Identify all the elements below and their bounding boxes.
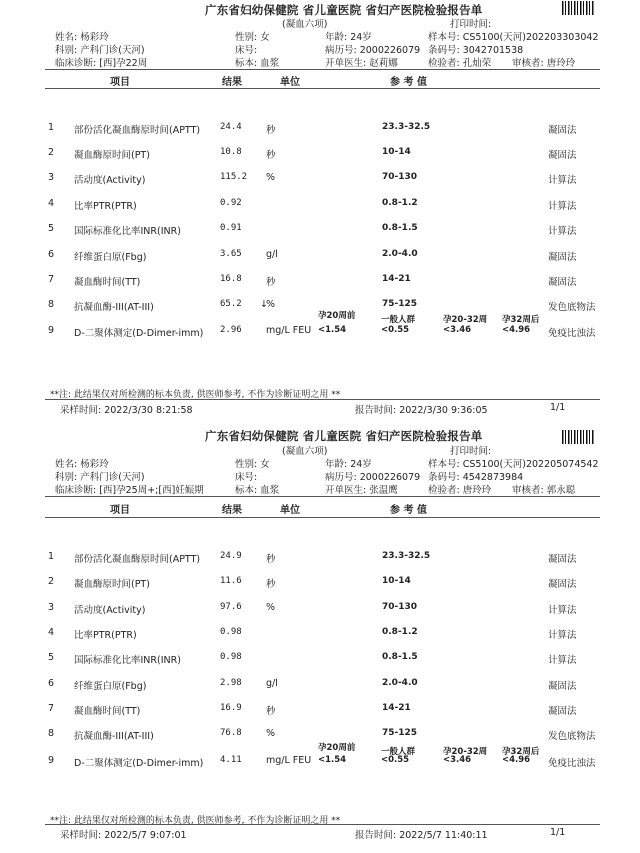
test-result: 2.96 bbox=[220, 325, 242, 335]
reference-range: 2.0-4.0 bbox=[382, 678, 418, 688]
report-subtitle: (凝血六项) bbox=[282, 19, 328, 30]
ddimer-value-pre20: <1.54 bbox=[318, 325, 347, 335]
barcode-icon bbox=[562, 1, 594, 15]
test-item: 凝血酶原时间(PT) bbox=[74, 579, 150, 590]
row-number: 5 bbox=[48, 652, 55, 663]
test-unit: % bbox=[266, 299, 276, 310]
test-method: 计算法 bbox=[548, 630, 577, 641]
row-number: 7 bbox=[48, 274, 55, 285]
test-unit: 秒 bbox=[266, 125, 276, 136]
test-unit: mg/L FEU bbox=[266, 755, 312, 766]
ddimer-value-general: <0.55 bbox=[381, 325, 410, 335]
test-result: 0.98 bbox=[220, 652, 242, 662]
ddimer-value-general: <0.55 bbox=[381, 755, 410, 765]
test-item: 活动度(Activity) bbox=[74, 175, 146, 186]
row-number: 2 bbox=[48, 147, 55, 158]
test-method: 凝固法 bbox=[548, 579, 577, 590]
ddimer-header-pre20: 孕20周前 bbox=[318, 743, 356, 753]
reference-range: 14-21 bbox=[382, 274, 411, 284]
test-item: 国际标准化比率INR(INR) bbox=[74, 226, 181, 237]
test-result: 16.8 bbox=[220, 274, 242, 284]
ddimer-header-post32: 孕32周后 bbox=[502, 747, 540, 757]
test-result: 76.8 bbox=[220, 728, 242, 738]
test-item: 凝血酶时间(TT) bbox=[74, 706, 141, 717]
column-header-item: 项目 bbox=[110, 77, 130, 88]
row-number: 3 bbox=[48, 172, 55, 183]
report-subtitle: (凝血六项) bbox=[282, 446, 328, 457]
ddimer-header-pre20: 孕20周前 bbox=[318, 311, 356, 321]
test-item: 部份活化凝血酶原时间(APTT) bbox=[74, 554, 201, 565]
test-item: 纤维蛋白原(Fbg) bbox=[74, 681, 147, 692]
row-number: 3 bbox=[48, 602, 55, 613]
row-number: 8 bbox=[48, 728, 55, 739]
row-number: 7 bbox=[48, 703, 55, 714]
row-number: 4 bbox=[48, 198, 55, 209]
print-time-label: 打印时间: bbox=[450, 19, 492, 30]
report-title: 广东省妇幼保健院 省儿童医院 省妇产医院检验报告单 bbox=[205, 429, 483, 443]
sample-time: 采样时间: 2022/5/7 9:07:01 bbox=[60, 830, 187, 841]
test-result: 0.92 bbox=[220, 198, 242, 208]
test-item: 比率PTR(PTR) bbox=[74, 201, 137, 212]
sample-number: 样本号: CS5100(天河)202205074542 bbox=[428, 459, 599, 470]
test-method: 计算法 bbox=[548, 201, 577, 212]
ddimer-value-pre20: <1.54 bbox=[318, 755, 347, 765]
test-result: 0.98 bbox=[220, 627, 242, 637]
test-method: 计算法 bbox=[548, 175, 577, 186]
report-time: 报告时间: 2022/3/30 9:36:05 bbox=[355, 405, 488, 416]
tester: 检验者: 孔灿荣 bbox=[428, 58, 492, 69]
test-item: 凝血酶时间(TT) bbox=[74, 277, 141, 288]
test-item: D-二聚体测定(D-Dimer-imm) bbox=[74, 328, 204, 339]
test-method: 计算法 bbox=[548, 226, 577, 237]
department: 科别: 产科门诊(天河) bbox=[55, 45, 145, 56]
header-divider bbox=[45, 69, 600, 70]
row-number: 9 bbox=[48, 755, 55, 766]
test-method: 凝固法 bbox=[548, 125, 577, 136]
test-result: 4.11 bbox=[220, 755, 242, 765]
reference-range: 2.0-4.0 bbox=[382, 249, 418, 259]
test-method: 凝固法 bbox=[548, 277, 577, 288]
test-method: 发色底物法 bbox=[548, 302, 596, 313]
test-item: 国际标准化比率INR(INR) bbox=[74, 655, 181, 666]
column-header-result: 结果 bbox=[222, 77, 242, 88]
test-result: 24.9 bbox=[220, 551, 242, 561]
barcode-number: 条码号: 4542873984 bbox=[428, 472, 524, 483]
clinical-diagnosis: 临床诊断: [西]孕25周+;[西]妊娠期 bbox=[55, 485, 204, 496]
row-number: 8 bbox=[48, 299, 55, 310]
test-unit: % bbox=[266, 728, 276, 739]
test-method: 计算法 bbox=[548, 655, 577, 666]
row-number: 1 bbox=[48, 551, 55, 562]
test-result: 2.98 bbox=[220, 678, 242, 688]
test-item: 纤维蛋白原(Fbg) bbox=[74, 252, 147, 263]
reviewer: 审核者: 唐玲玲 bbox=[512, 58, 576, 69]
reference-range: 70-130 bbox=[382, 172, 418, 182]
test-method: 凝固法 bbox=[548, 252, 577, 263]
test-method: 免疫比浊法 bbox=[548, 328, 596, 339]
disclaimer-note: **注: 此结果仅对所检测的标本负责, 供医师参考, 不作为诊断证明之用 ** bbox=[50, 816, 341, 826]
test-method: 凝固法 bbox=[548, 150, 577, 161]
ddimer-header-20-32: 孕20-32周 bbox=[443, 747, 488, 757]
test-result: 0.91 bbox=[220, 223, 242, 233]
reference-range: 10-14 bbox=[382, 576, 411, 586]
ddimer-value-post32: <4.96 bbox=[502, 325, 531, 335]
test-method: 免疫比浊法 bbox=[548, 758, 596, 769]
test-method: 凝固法 bbox=[548, 554, 577, 565]
ordering-doctor: 开单医生: 张温鹰 bbox=[325, 485, 398, 496]
barcode-number: 条码号: 3042701538 bbox=[428, 45, 524, 56]
test-item: 抗凝血酶-III(AT-III) bbox=[74, 731, 154, 742]
test-item: D-二聚体测定(D-Dimer-imm) bbox=[74, 758, 204, 769]
test-result: 115.2 bbox=[220, 172, 248, 182]
reference-range: 0.8-1.5 bbox=[382, 652, 418, 662]
ddimer-header-general: 一般人群 bbox=[381, 315, 416, 325]
reference-range: 0.8-1.2 bbox=[382, 627, 418, 637]
test-unit: g/l bbox=[266, 249, 278, 260]
reference-range: 0.8-1.5 bbox=[382, 223, 418, 233]
column-divider bbox=[45, 88, 600, 89]
reference-range: 14-21 bbox=[382, 703, 411, 713]
ddimer-header-general: 一般人群 bbox=[381, 747, 416, 757]
patient-gender: 性别: 女 bbox=[235, 32, 270, 43]
footer-divider bbox=[45, 824, 600, 825]
test-method: 凝固法 bbox=[548, 706, 577, 717]
page-number: 1/1 bbox=[550, 402, 566, 413]
test-unit: 秒 bbox=[266, 579, 276, 590]
test-unit: % bbox=[266, 172, 276, 183]
reference-range: 70-130 bbox=[382, 602, 418, 612]
specimen-type: 标本: 血浆 bbox=[235, 485, 280, 496]
column-header-unit: 单位 bbox=[280, 77, 300, 88]
barcode-icon bbox=[562, 430, 594, 444]
patient-age: 年龄: 24岁 bbox=[325, 32, 372, 43]
ordering-doctor: 开单医生: 赵莉娜 bbox=[325, 58, 398, 69]
row-number: 6 bbox=[48, 249, 55, 260]
print-time-label: 打印时间: bbox=[450, 446, 492, 457]
reference-range: 75-125 bbox=[382, 728, 418, 738]
row-number: 4 bbox=[48, 627, 55, 638]
test-method: 计算法 bbox=[548, 605, 577, 616]
ddimer-value-20-32: <3.46 bbox=[443, 755, 472, 765]
ddimer-value-post32: <4.96 bbox=[502, 755, 531, 765]
specimen-type: 标本: 血浆 bbox=[235, 58, 280, 69]
result-flag-low: ↓ bbox=[260, 299, 268, 310]
row-number: 1 bbox=[48, 122, 55, 133]
test-result: 65.2 bbox=[220, 299, 242, 309]
test-item: 比率PTR(PTR) bbox=[74, 630, 137, 641]
row-number: 5 bbox=[48, 223, 55, 234]
test-unit: 秒 bbox=[266, 277, 276, 288]
bed-number: 床号: bbox=[235, 472, 258, 483]
patient-name: 姓名: 杨彩玲 bbox=[55, 459, 109, 470]
test-result: 11.6 bbox=[220, 576, 242, 586]
bed-number: 床号: bbox=[235, 45, 258, 56]
column-header-item: 项目 bbox=[110, 505, 130, 516]
ddimer-value-20-32: <3.46 bbox=[443, 325, 472, 335]
row-number: 6 bbox=[48, 678, 55, 689]
page-number: 1/1 bbox=[550, 827, 566, 838]
column-header-result: 结果 bbox=[222, 505, 242, 516]
test-unit: 秒 bbox=[266, 706, 276, 717]
test-unit: mg/L FEU bbox=[266, 325, 312, 336]
reviewer: 审核者: 郭永聪 bbox=[512, 485, 576, 496]
test-item: 活动度(Activity) bbox=[74, 605, 146, 616]
lab-report-1 bbox=[0, 0, 640, 426]
column-header-ref: 参 考 值 bbox=[390, 505, 427, 516]
reference-range: 10-14 bbox=[382, 147, 411, 157]
reference-range: 23.3-32.5 bbox=[382, 551, 431, 561]
test-item: 凝血酶原时间(PT) bbox=[74, 150, 150, 161]
test-result: 24.4 bbox=[220, 122, 242, 132]
test-result: 3.65 bbox=[220, 249, 242, 259]
footer-divider bbox=[45, 399, 600, 400]
test-result: 10.8 bbox=[220, 147, 242, 157]
ddimer-header-post32: 孕32周后 bbox=[502, 315, 540, 325]
report-title: 广东省妇幼保健院 省儿童医院 省妇产医院检验报告单 bbox=[205, 3, 483, 17]
patient-gender: 性别: 女 bbox=[235, 459, 270, 470]
patient-name: 姓名: 杨彩玲 bbox=[55, 32, 109, 43]
department: 科别: 产科门诊(天河) bbox=[55, 472, 145, 483]
patient-age: 年龄: 24岁 bbox=[325, 459, 372, 470]
column-header-unit: 单位 bbox=[280, 505, 300, 516]
ddimer-header-20-32: 孕20-32周 bbox=[443, 315, 488, 325]
test-unit: g/l bbox=[266, 678, 278, 689]
record-number: 病历号: 2000226079 bbox=[325, 45, 421, 56]
disclaimer-note: **注: 此结果仅对所检测的标本负责, 供医师参考, 不作为诊断证明之用 ** bbox=[50, 390, 341, 400]
tester: 检验者: 唐玲玲 bbox=[428, 485, 492, 496]
test-result: 97.6 bbox=[220, 602, 242, 612]
column-header-ref: 参 考 值 bbox=[390, 77, 427, 88]
sample-number: 样本号: CS5100(天河)202203303042 bbox=[428, 32, 599, 43]
test-unit: 秒 bbox=[266, 554, 276, 565]
reference-range: 23.3-32.5 bbox=[382, 122, 431, 132]
row-number: 2 bbox=[48, 576, 55, 587]
record-number: 病历号: 2000226079 bbox=[325, 472, 421, 483]
test-unit: % bbox=[266, 602, 276, 613]
row-number: 9 bbox=[48, 325, 55, 336]
header-divider bbox=[45, 496, 600, 497]
test-item: 抗凝血酶-III(AT-III) bbox=[74, 302, 154, 313]
test-item: 部份活化凝血酶原时间(APTT) bbox=[74, 125, 201, 136]
reference-range: 0.8-1.2 bbox=[382, 198, 418, 208]
column-divider bbox=[45, 517, 600, 518]
test-method: 发色底物法 bbox=[548, 731, 596, 742]
test-result: 16.9 bbox=[220, 703, 242, 713]
test-method: 凝固法 bbox=[548, 681, 577, 692]
clinical-diagnosis: 临床诊断: [西]孕22周 bbox=[55, 58, 148, 69]
report-time: 报告时间: 2022/5/7 11:40:11 bbox=[355, 830, 488, 841]
test-unit: 秒 bbox=[266, 150, 276, 161]
sample-time: 采样时间: 2022/3/30 8:21:58 bbox=[60, 405, 193, 416]
lab-report-2 bbox=[0, 426, 640, 852]
reference-range: 75-125 bbox=[382, 299, 418, 309]
